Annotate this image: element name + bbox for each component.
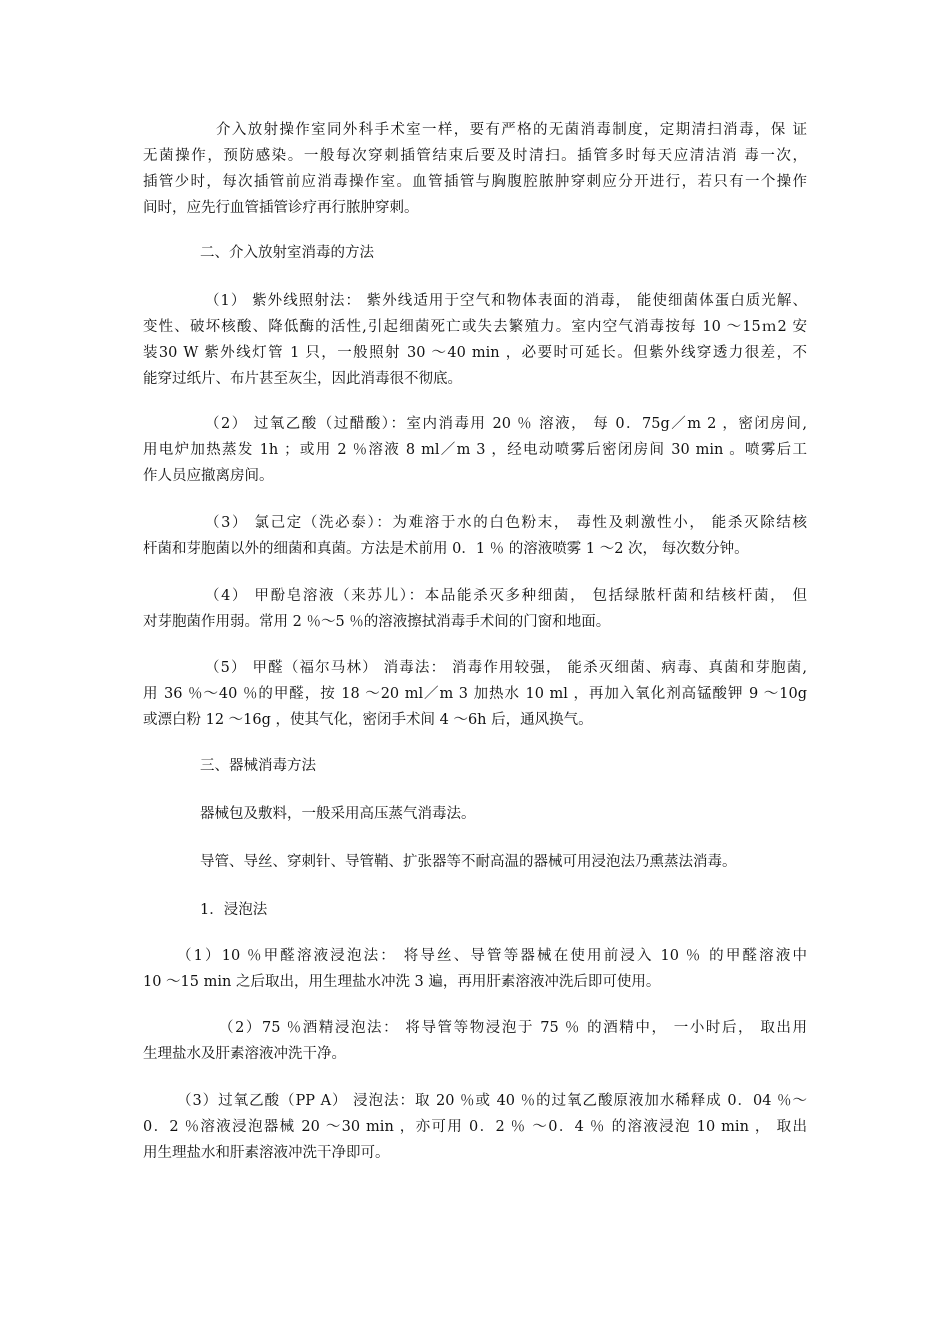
paragraph-alcohol-soak bbox=[143, 1015, 807, 1067]
text-line: 用生理盐水和肝素溶液冲洗干净即可。 bbox=[143, 1145, 390, 1161]
text-line: 作人员应撤离房间。 bbox=[143, 468, 274, 484]
text-line: （2）75 ％酒精浸泡法： 将导管等物浸泡于 75 ％ 的酒精中， 一小时后， 取出用 bbox=[219, 1020, 807, 1036]
text-line: 间时，应先行血管插管诊疗再行脓肿穿刺。 bbox=[143, 200, 419, 216]
paragraph-formaldehyde-soak bbox=[143, 943, 807, 995]
text-line: 0．2 ％溶液浸泡器械 20 ～30 min ，亦可用 0．2 ％ ～0．4 ％ 的溶液浸泡 10 min ， 取出 bbox=[143, 1119, 807, 1135]
instruction-text: 器械包及敷料，一般采用高压蒸气消毒法。 bbox=[200, 806, 476, 822]
paragraph-peracetic bbox=[143, 411, 807, 489]
text-line: 杆菌和芽胞菌以外的细菌和真菌。方法是术前用 0．1 ％ 的溶液喷雾 1 ～2 次， 每次数分钟。 bbox=[143, 541, 749, 557]
text-line: 用电炉加热蒸发 1h ；或用 2 ％溶液 8 ml／m 3 ，经电动喷雾后密闭房间 30 min 。喷雾后工 bbox=[143, 442, 807, 458]
text-line: 装30 W 紫外线灯管 1 只，一般照射 30 ～40 min ，必要时可延长。但紫外线穿透力很差，不 bbox=[143, 345, 807, 361]
text-line: （2） 过氧乙酸（过醋酸）：室内消毒用 20 ％ 溶液， 每 0．75g／m 2 ，密闭房间, bbox=[205, 416, 807, 432]
text-line: （3）过氧乙酸（PP A） 浸泡法：取 20 ％或 40 ％的过氧乙酸原液加水稀释成 0．04 ％～ bbox=[177, 1093, 807, 1109]
paragraph-formalin bbox=[143, 655, 807, 733]
text-line: （4） 甲酚皂溶液（来苏儿）：本品能杀灭多种细菌， 包括绿脓杆菌和结核杆菌， 但 bbox=[205, 588, 807, 604]
text-line: （1） 紫外线照射法： 紫外线适用于空气和物体表面的消毒， 能使细菌体蛋白质光解、 bbox=[205, 293, 807, 309]
text-line: 对芽胞菌作用弱。常用 2 ％～5 ％的溶液擦拭消毒手术间的门窗和地面。 bbox=[143, 614, 611, 630]
text-line: 生理盐水及肝素溶液冲洗干净。 bbox=[143, 1046, 346, 1062]
paragraph-ppa-soak bbox=[143, 1088, 807, 1166]
text-line: 插管少时，每次插管前应消毒操作室。血管插管与胸腹腔脓肿穿刺应分开进行，若只有一个操作 bbox=[143, 174, 807, 190]
text-line: 用 36 ％～40 ％的甲醛，按 18 ～20 ml／m 3 加热水 10 ml ，再加入氧化剂高锰酸钾 9 ～10g bbox=[143, 686, 807, 702]
instruction-text: 导管、导丝、穿刺针、导管鞘、扩张器等不耐高温的器械可用浸泡法乃熏蒸法消毒。 bbox=[200, 854, 737, 870]
text-line: 变性、破坏核酸、降低酶的活性,引起细菌死亡或失去繁殖力。室内空气消毒按每 10 ～15ｍ2 安 bbox=[143, 319, 807, 335]
section-heading: 三、器械消毒方法 bbox=[200, 758, 316, 774]
text-line: （3） 氯己定（洗必泰）：为难溶于水的白色粉末， 毒性及刺激性小， 能杀灭除结核 bbox=[205, 515, 807, 531]
subsection-heading: 1．浸泡法 bbox=[200, 902, 268, 918]
text-line: 或漂白粉 12 ～16g ，使其气化，密闭手术间 4 ～6h 后，通风换气。 bbox=[143, 712, 593, 728]
text-line: （5） 甲醛（福尔马林） 消毒法： 消毒作用较强， 能杀灭细菌、病毒、真菌和芽胞菌, bbox=[205, 660, 807, 676]
text-line: 介入放射操作室同外科手术室一样，要有严格的无菌消毒制度，定期清扫消毒，保 证 bbox=[216, 122, 807, 138]
paragraph-chlorhexidine bbox=[143, 510, 807, 562]
paragraph-lysol bbox=[143, 583, 807, 635]
paragraph-uv bbox=[143, 288, 807, 392]
text-line: 无菌操作，预防感染。一般每次穿刺插管结束后要及时清扫。插管多时每天应清洁消 毒一次， bbox=[143, 148, 807, 164]
text-line: （1）10 ％甲醛溶液浸泡法： 将导丝、导管等器械在使用前浸入 10 ％ 的甲醛溶液中 bbox=[177, 948, 807, 964]
text-line: 10 ～15 min 之后取出，用生理盐水冲洗 3 遍，再用肝素溶液冲洗后即可使用。 bbox=[143, 974, 661, 990]
intro-paragraph bbox=[143, 117, 807, 221]
text-line: 能穿过纸片、布片甚至灰尘，因此消毒很不彻底。 bbox=[143, 371, 462, 387]
section-heading: 二、介入放射室消毒的方法 bbox=[200, 245, 374, 261]
